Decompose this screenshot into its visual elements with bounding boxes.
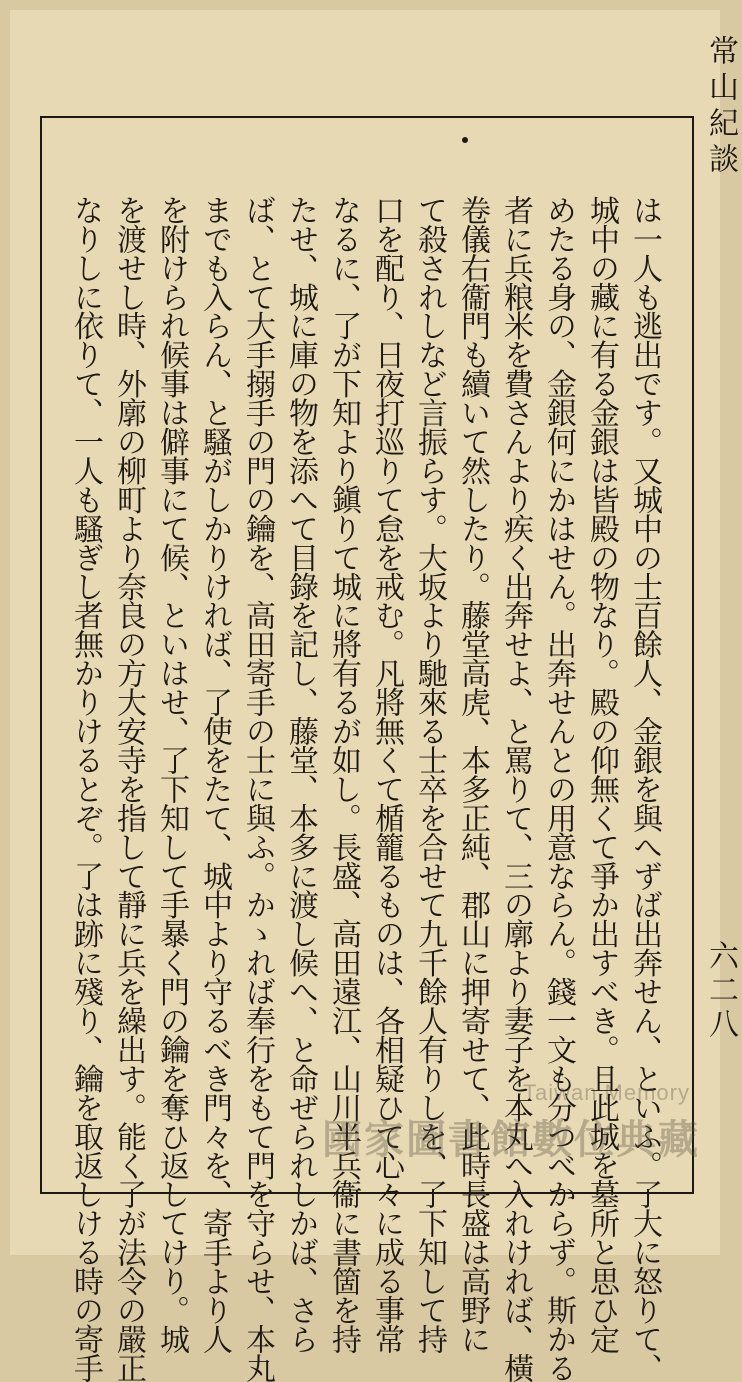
text-column: たせ、城に庫の物を添へて目錄を記し、藤堂、本多に渡し候へ、と命ぜられしかば、さら <box>283 195 318 1354</box>
text-column: て殺されしなど言振らす。大坂より馳來る士卒を合せて九千餘人有りしを、了下知して持 <box>412 195 447 1354</box>
text-column: 口を配り、日夜打巡りて怠を戒む。凡將無くて楯籠るものは、各相疑ひて心々に成る事常 <box>369 195 404 1354</box>
text-column: を附けられ候事は僻事にて候、といはせ、了下知して手暴く門の鑰を奪ひ返してけり。城 <box>154 195 189 1354</box>
text-column: なるに、了が下知より鎭りて城に將有るが如し。長盛、高田遠江、山川半兵衞に書箇を持 <box>326 195 361 1354</box>
text-column: 城中の藏に有る金銀は皆殿の物なり。殿の仰無くて爭か出すべき。且此城を墓所と思ひ定 <box>584 195 619 1354</box>
watermark-english: Taiwan Memory <box>522 1080 690 1105</box>
text-column: は一人も逃出です。又城中の士百餘人、金銀を與へずば出奔せん、といふ。了大に怒りて、 <box>627 195 662 1382</box>
watermark-chinese: 國家圖書館數位典藏 <box>322 1116 700 1163</box>
text-column: までも入らん、と騷がしかりければ、了使をたて、城中より守るべき門々を、寄手より人 <box>197 195 232 1354</box>
text-column: なりしに依りて、一人も騷ぎし者無かりけるとぞ。了は跡に殘り、鑰を取返しける時の寄手 <box>68 195 103 1382</box>
text-column: ば、とて大手搦手の門の鑰を、高田寄手の士に與ふ。かゝれば奉行をもて門を守らせ、本丸 <box>240 195 275 1382</box>
body-text <box>58 195 666 1382</box>
page-number: 六二八 <box>703 940 738 1042</box>
book-page <box>10 10 738 1382</box>
text-column: めたる身の、金銀何にかはせん。出奔せんとの用意ならん。錢一文も分つべからず。斯かる <box>541 195 576 1382</box>
text-column: 者に兵粮米を費さんより疾く出奔せよ、と罵りて、三の廓より妻子を本丸へ入れければ、橫 <box>498 195 533 1382</box>
running-header-title: 常山紀談 <box>703 35 738 179</box>
text-column: 卷儀右衞門も續いて然したり。藤堂高虎、本多正純、郡山に押寄せて、此時長盛は高野に <box>455 195 490 1354</box>
text-column: を渡せし時、外廓の柳町より奈良の方大安寺を指して靜に兵を繰出す。能く了が法令の嚴正 <box>111 195 146 1382</box>
